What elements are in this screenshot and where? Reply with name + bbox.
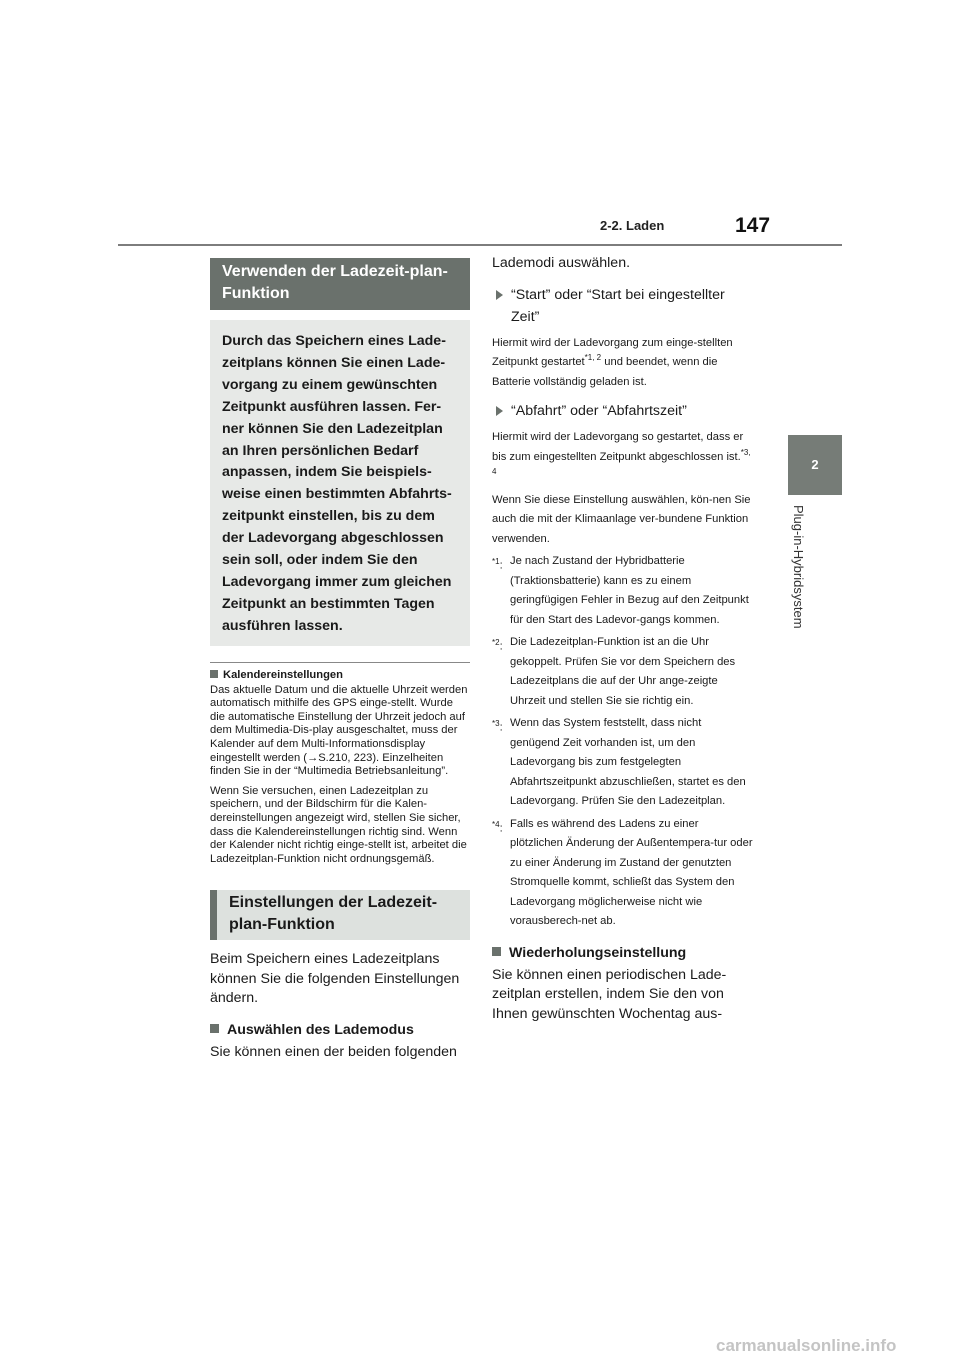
watermark: carmanualsonline.info [716, 1336, 897, 1355]
footnote: $^{*3}$: Wenn das System feststellt, dass nicht genügend Zeit vorhanden ist, um den Ladevorgang bis zum festgelegten Abfahrtszeitpunkt abzuschließen, startet es den Ladevorgang. Prüfen Sie den Ladezeitplan. [492, 717, 746, 807]
page-number: 147 [735, 214, 771, 237]
section-heading-schedule-function: Verwenden der Ladezeit-plan-Funktion [210, 258, 470, 310]
section-heading-schedule-settings: Einstellungen der Ladezeit-plan-Funktion [210, 890, 470, 940]
square-bullet-icon [210, 670, 218, 678]
calendar-paragraph-2: Wenn Sie versuchen, einen Ladezeitplan zu speichern, und der Bildschirm für die Kalen-dereinstellungen angezeigt wird, stellen Sie sicher, dass die Kalendereinstellungen richtig sind. Wenn der Kalender nicht richtig einge-stellt ist, arbeitet die Ladezeitplan-Funktion nicht ordnungsgemäß. [210, 784, 467, 865]
left-column [210, 258, 470, 1062]
calendar-heading: Kalendereinstellungen [210, 668, 470, 682]
continued-text: Lademodi auswählen. [492, 255, 631, 271]
calendar-paragraph-1: Das aktuelle Datum und die aktuelle Uhrzeit werden automatisch mithilfe des GPS einge-stellt. Wurde die automatische Einstellung der Uhrzeit jedoch auf dem Multimedia-Dis-play ausgeschaltet, muss der Kalender auf dem Multi-Informationsdisplay eingestellt werden (→S.210, 223). Einzelheiten finden Sie in der “Multimedia Betriebsanleitung”. [210, 683, 468, 778]
option-departure-description: Hiermit wird der Ladevorgang so gestartet, dass er bis zum eingestellten Zeitpunkt abgeschlossen ist.$^{*3, 4}$ [492, 431, 751, 476]
right-column [492, 254, 754, 1024]
footnote: $^{*4}$: Falls es während des Ladens zu einer plötzlichen Änderung der Außentempera-tur oder zu einer Änderung im Zustand der genutzten Stromquelle kommt, schließt das System den Ladevorgang möglicherweise nicht wie vorausberech-net ab. [492, 817, 753, 927]
divider [210, 662, 470, 663]
repeat-text: Sie können einen periodischen Lade-zeitplan erstellen, indem Sie den von Ihnen gewünschten Wochentag aus- [492, 966, 727, 1022]
chapter-title: Plug-in-Hybridsystem [791, 505, 806, 629]
header-divider [118, 244, 842, 246]
mode-heading: Auswählen des Lademodus [210, 1021, 470, 1040]
footnote: $^{*1}$: Je nach Zustand der Hybridbatterie (Traktionsbatterie) kann es zu einem geringfügigen Fehler in Bezug auf den Zeitpunkt für den Start des Ladevor-gangs kommen. [492, 555, 749, 626]
settings-intro: Beim Speichern eines Ladezeitplans können Sie die folgenden Einstellungen ändern. [210, 951, 460, 1007]
triangle-bullet-icon [496, 290, 503, 300]
square-bullet-icon [210, 1024, 219, 1033]
mode-text: Sie können einen der beiden folgenden [210, 1043, 457, 1060]
option-start: “Start” oder “Start bei eingestellter Zeit” [492, 284, 754, 328]
chapter-number: 2 [811, 457, 819, 472]
footnote: $^{*2}$: Die Ladezeitplan-Funktion ist an die Uhr gekoppelt. Prüfen Sie vor dem Speichern des Ladezeitplans die auf der Uhr ange-zeigte Uhrzeit und stellen Sie sie richtig ein. [492, 636, 736, 707]
intro-box: Durch das Speichern eines Lade-zeitplans können Sie einen Lade-vorgang zu einem gewünschten Zeitpunkt ausführen lassen. Fer-ner können Sie den Ladezeitplan an Ihren persönlichen Bedarf anpassen, indem Sie beispiels-weise einen bestimmten Abfahrts-zeitpunkt einstellen, bis zu dem der Ladevorgang abgeschlossen sein soll, oder indem Sie den Ladevorgang immer zum gleichen Zeitpunkt an bestimmten Tagen ausführen lassen. [210, 320, 470, 646]
section-label: 2-2. Laden [600, 218, 665, 233]
option-start-description: Hiermit wird der Ladevorgang zum einge-stellten Zeitpunkt gestartet$^{*1, 2}$ und beendet, wenn die Batterie vollständig geladen ist. [492, 336, 733, 388]
repeat-heading: Wiederholungseinstellung [492, 944, 754, 963]
triangle-bullet-icon [496, 406, 503, 416]
square-bullet-icon [492, 947, 501, 956]
chapter-tab [788, 435, 842, 495]
option-departure-note: Wenn Sie diese Einstellung auswählen, kön-nen Sie auch die mit der Klimaanlage ver-bundene Funktion verwenden. [492, 493, 751, 545]
option-departure: “Abfahrt” oder “Abfahrtszeit” [492, 400, 754, 422]
